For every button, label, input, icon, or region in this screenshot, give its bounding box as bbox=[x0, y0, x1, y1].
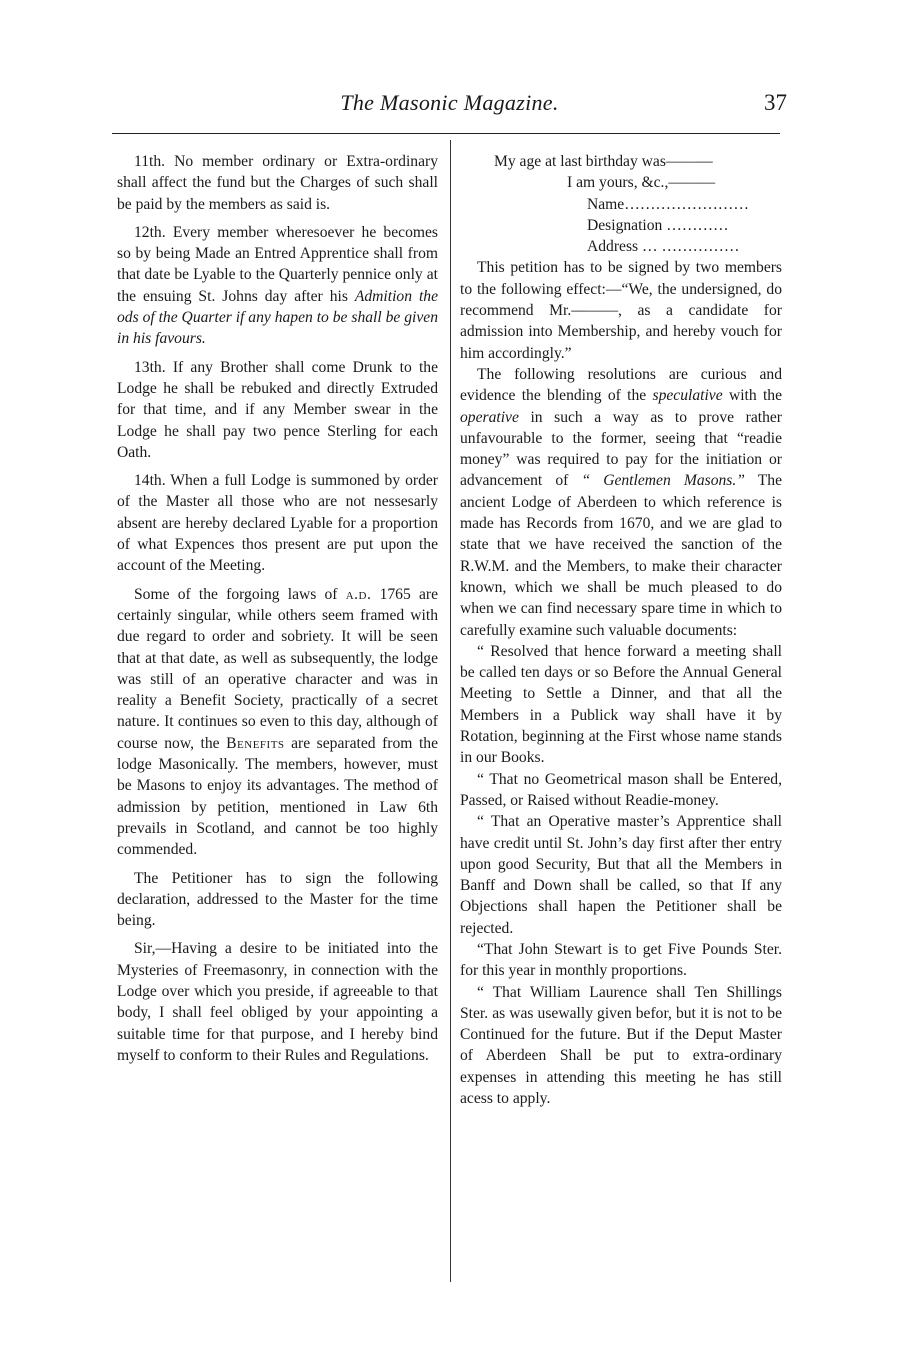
commentary-text-c: are separated from the lodge Masonically. The members, however, must be Masons to enjoy its advantages. The method of admission by petition, mentioned in Law 6th prevails in Scotland, and cannot be too highly commended. bbox=[117, 734, 439, 859]
gentlemen-masons-term: “ Gentlemen Masons.” bbox=[581, 472, 745, 490]
law-12-paragraph bbox=[117, 222, 438, 350]
form-age-line: My age at last birthday was——— bbox=[494, 153, 713, 170]
resolution-5-paragraph: “ That William Laurence shall Ten Shillings Ster. as was usewally given befor, but it is not to be Continued for the future. But if the Deput Master of Aberdeen Shall be put to extra-ordinary expenses in attending this meeting he has still acess to apply. bbox=[460, 983, 782, 1108]
speculative-term: speculative bbox=[652, 387, 723, 405]
page-number: 37 bbox=[764, 90, 787, 115]
resolution-3-paragraph: “ That an Operative master’s Apprentice shall have credit until St. John’s day first after ther entry upon good Security, But that all the Members in Banff and Down shall be called, so that If any Objections shall hapen the Petitioner shall be rejected. bbox=[460, 813, 782, 937]
resolutions-text-d: The ancient Lodge of Aberdeen to which reference is made has Records from 1670, and we are glad to state that we have received the sanction of the R.W.M. and the Members, to make their character known, which we shall be much pleased to do when we can find necessary spare time in which to carefully examine such valuable documents: bbox=[460, 472, 782, 639]
commentary-text-b: 1765 are certainly singular, while others seem framed with due regard to order and sobriety. It will be seen that at that date, as well as subsequently, the lodge was still of an operative character and was in reality a Benefit Society, practically of a secret nature. It continues so even to this day, although of course now, the bbox=[117, 585, 438, 752]
resolution-2-paragraph: “ That no Geometrical mason shall be Entered, Passed, or Raised without Readie-money. bbox=[460, 770, 782, 809]
law-14-paragraph: 14th. When a full Lodge is summoned by order of the Master all those who are not nessesarly absent are hereby declared Lyable for a proportion of what Expences thos present are put upon the account of the Meeting. bbox=[117, 472, 438, 575]
resolutions-text-b: with the bbox=[722, 387, 782, 405]
law-12-text: 12th. Every member wheresoever he becomes so by being Made an Entred Apprentice shall from that date be Lyable to the Quarterly pennice only at the ensuing St. Johns day after his bbox=[117, 223, 438, 305]
resolution-4-paragraph: “That John Stewart is to get Five Pounds Ster. for this year in monthly proportions. bbox=[460, 940, 782, 980]
declaration-paragraph: Sir,—Having a desire to be initiated into the Mysteries of Freemasonry, in connection with the Lodge over which you preside, if agreeable to that body, I shall feel obliged by your appointing a suitable time for that purpose, and I hereby bind myself to conform to their Rules and Regulations. bbox=[117, 940, 438, 1064]
law-11-paragraph: 11th. No member ordinary or Extra-ordinary shall affect the fund but the Charges of such shall be paid by the members as said is. bbox=[117, 153, 438, 213]
form-name-line: Name…………………… bbox=[587, 195, 749, 213]
resolutions-intro-paragraph bbox=[460, 364, 782, 641]
law-12-italic-text: Admition the ods of the Quarter if any hapen to be shall be given in his favours. bbox=[117, 287, 438, 348]
resolutions-text-c: in such a way as to prove rather unfavourable to the former, seeing that “readie money” was required to pay for the initiation or advancement of bbox=[460, 408, 782, 490]
left-column bbox=[117, 151, 438, 1066]
anno-domini: a.d. bbox=[345, 585, 372, 603]
petition-signed-paragraph: This petition has to be signed by two members to the following effect:—“We, the undersigned, do recommend Mr.———, as a candidate for admission into Membership, and hereby vouch for him accordingly.” bbox=[460, 259, 782, 362]
petitioner-paragraph: The Petitioner has to sign the following declaration, addressed to the Master for the time being. bbox=[117, 869, 438, 930]
running-title: The Masonic Magazine. bbox=[340, 90, 559, 115]
operative-term: operative bbox=[460, 408, 519, 426]
benefits-term: Benefits bbox=[226, 734, 285, 752]
column-divider bbox=[450, 140, 451, 1282]
commentary-paragraph bbox=[117, 584, 438, 861]
commentary-text-a: Some of the forgoing laws of bbox=[134, 585, 346, 603]
form-address-line: Address … …………… bbox=[587, 238, 740, 256]
resolutions-text-a: The following resolutions are curious and evidence the blending of the bbox=[460, 365, 782, 405]
form-designation-line: Designation ………… bbox=[587, 216, 729, 234]
law-13-paragraph: 13th. If any Brother shall come Drunk to the Lodge he shall be rebuked and directly Extruded for that time, and if any Member swear in the Lodge he shall pay two pence Sterling for each Oath. bbox=[117, 358, 438, 461]
right-column bbox=[460, 151, 782, 1109]
form-yours-line: I am yours, &c.,——— bbox=[567, 174, 716, 192]
resolution-1-paragraph: “ Resolved that hence forward a meeting shall be called ten days or so Before the Annual General Meeting to Settle a Dinner, and that all the Members in a Publick way shall have it by Rotation, beginning at the First whose name stands in our Books. bbox=[460, 642, 782, 767]
header-rule bbox=[112, 133, 780, 134]
